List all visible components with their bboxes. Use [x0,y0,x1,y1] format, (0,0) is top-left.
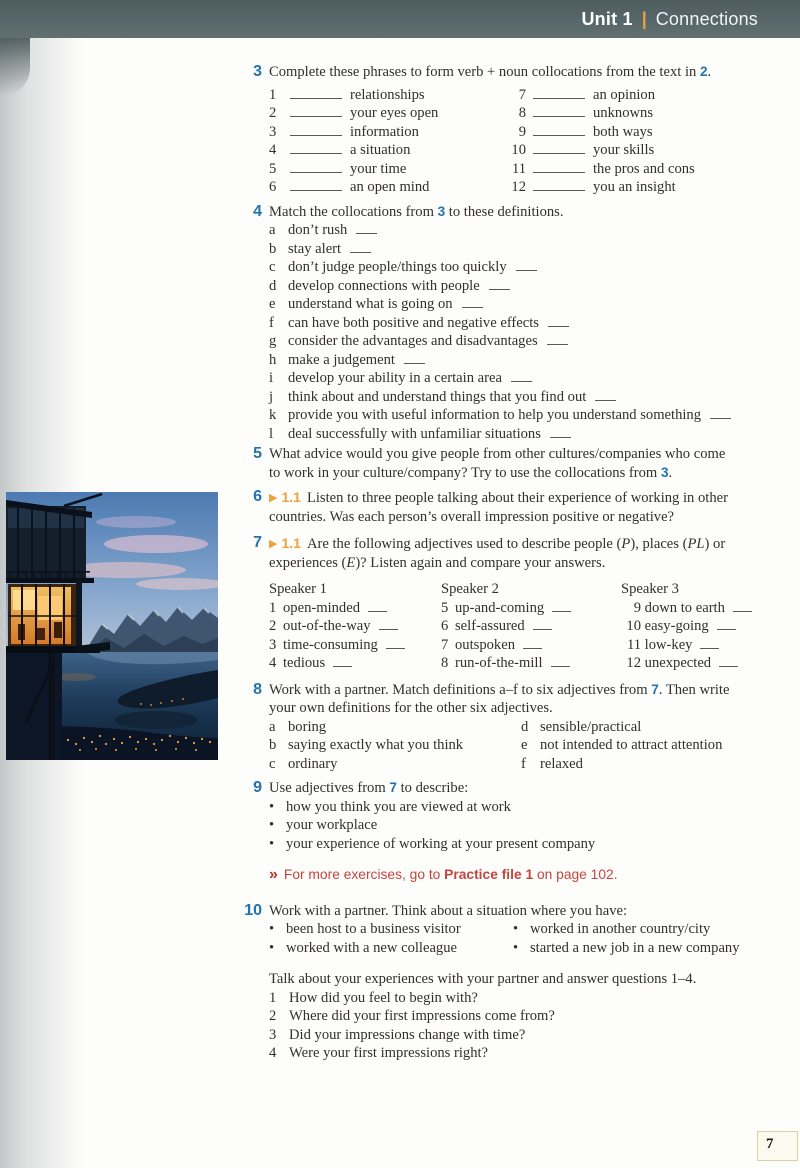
answer-blank [700,636,719,649]
exercise-7-prompt-line2: experiences (E)? Listen again and compare your answers. [269,554,606,571]
answer-blank [350,240,371,253]
exercise-6-prompt-line2: countries. Was each person’s overall impression positive or negative? [269,508,675,525]
answer-blank [552,599,571,612]
answer-blank [290,104,342,117]
definition-item: e understand what is going on [269,295,777,314]
answer-blank [710,406,731,419]
adjective-item: 8 run-of-the-mill [441,654,621,673]
definition-item: d develop connections with people [269,277,777,296]
answer-blank [290,123,342,136]
audio-track-label: 1.1 [281,535,301,551]
adjective-item: 6 self-assured [441,617,621,636]
exercise-3-prompt [269,63,777,82]
bullet-item: •been host to a business visitor [269,920,513,939]
collocation-item: 10 your skills [511,142,655,158]
collocation-item: 2 your eyes open [269,105,439,121]
definition-item: f relaxed [521,755,583,772]
collocation-item: 3 information [269,123,419,140]
collocation-item: 5 your time [269,160,407,177]
definition-item: e not intended to attract attention [521,737,723,753]
adjective-item: 4 tedious [269,654,441,673]
collocation-item: 8 unknowns [518,105,653,121]
adjective-item: 2 out-of-the-way [269,617,441,636]
bullet-icon [269,939,286,958]
bullet-icon [269,920,286,939]
definition-item: c don’t judge people/things too quickly [269,258,777,277]
prompt-text: Complete these phrases to form verb + noun collocations from the text in [269,64,700,80]
exercise-8-prompt-line1: Work with a partner. Match definitions a–f to six adjectives from 7. Then write [269,681,730,698]
exercise-9-prompt: Use adjectives from 7 to describe: [269,780,469,796]
definition-item: g consider the advantages and disadvantages [269,332,777,351]
collocation-item: 11 the pros and cons [511,160,695,177]
answer-blank [379,617,398,630]
collocation-item: 1 relationships [269,86,425,103]
answer-blank [462,295,483,308]
exercise-5-prompt-line2: to work in your culture/company? Try to use the collocations from 3. [269,464,673,481]
collocation-item: 12 you an insight [511,179,676,195]
collocation-item: 7 an opinion [518,86,656,103]
unit-photo [6,492,218,760]
answer-blank [290,178,342,191]
unit-label: Unit 1 [581,8,633,29]
prompt-text: to these definitions. [445,203,564,220]
bullet-item: •your experience of working at your present company [269,835,777,854]
speaker-1-heading: Speaker 1 [269,581,327,597]
answer-blank [533,104,585,117]
bullet-icon [269,835,286,854]
adjective-item: 3 time-consuming [269,636,441,655]
adjective-item: 11 low-key [621,636,777,655]
definition-item: c ordinary [269,755,338,772]
definition-item: f can have both positive and negative effects [269,314,777,333]
collocation-item: 9 both ways [518,123,653,140]
exercise-4-number: 4 [253,202,262,220]
bullet-icon [513,920,530,939]
practice-file-link: Practice file 1 [444,867,534,882]
exercise-6 [243,488,777,526]
answer-blank [511,369,532,382]
answer-blank [533,141,585,154]
bullet-item: •worked in another country/city [513,920,740,939]
header-divider: | [641,8,647,29]
exercise-5 [243,445,777,482]
exercise-5-number: 5 [253,445,262,462]
exercise-8 [243,681,777,774]
collocation-item: 4 a situation [269,142,411,158]
page-header [0,0,800,38]
definition-item: b saying exactly what you think [269,737,464,753]
answer-blank [548,314,569,327]
exercise-6-prompt-line1: ▶ 1.1 Listen to three people talking about their experience of working in other [269,489,728,506]
bullet-item: •worked with a new colleague [269,939,513,958]
exercise-column [243,60,777,1063]
answer-blank [533,178,585,191]
answer-blank [533,123,585,136]
adjective-item: 7 outspoken [441,636,621,655]
answer-blank [717,617,736,630]
exercise-10 [243,902,777,1063]
collocation-item: 6 an open mind [269,179,430,195]
audio-play-icon: ▶ [269,538,278,550]
label-people: P [621,536,631,552]
adjective-item: 12 unexpected [621,654,777,673]
exercise-4 [243,203,777,444]
answer-blank [386,636,405,649]
exercise-7 [243,534,777,673]
question-item: 2 Where did your first impressions come from? [269,1008,555,1024]
answer-blank [533,160,585,173]
answer-blank [290,141,342,154]
answer-blank [516,258,537,271]
prompt-text: Match the collocations from [269,203,438,220]
answer-blank [356,221,377,234]
adjective-item: 5 up-and-coming [441,599,621,618]
question-item: 4 Were your first impressions right? [269,1045,489,1061]
practice-file-reference: » For more exercises, go to Practice file 1 on page 102. [269,866,618,883]
exercise-ref: 2 [699,64,708,79]
prompt-text: . [707,64,712,80]
bullet-icon [269,816,286,835]
bullet-item: •how you think you are viewed at work [269,798,777,817]
label-experiences: E [346,554,356,571]
bullet-item: •your workplace [269,816,777,835]
exercise-8-number: 8 [253,680,262,698]
exercise-4-prompt [269,203,777,222]
exercise-9 [243,779,777,853]
exercise-3 [243,63,777,197]
answer-blank [489,277,510,290]
answer-blank [368,599,387,612]
answer-blank [290,86,342,99]
exercise-7-prompt-line1: ▶ 1.1 Are the following adjectives used to describe people (P), places (PL) or [269,535,726,552]
answer-blank [523,636,542,649]
definition-item: d sensible/practical [521,718,642,735]
definition-item: i develop your ability in a certain area [269,369,777,388]
exercise-ref: 3 [660,464,669,480]
definition-item: l deal successfully with unfamiliar situations [269,425,777,444]
answer-blank [550,425,571,438]
exercise-10-number: 10 [244,901,262,919]
answer-blank [533,86,585,99]
definition-item: j think about and understand things that you find out [269,388,777,407]
definition-item: b stay alert [269,240,777,259]
definition-item: h make a judgement [269,351,777,370]
answer-blank [533,617,552,630]
speakers-table [269,580,777,673]
speaker-3-heading: Speaker 3 [621,581,679,597]
exercise-6-number: 6 [253,488,262,505]
exercise-ref: 3 [437,203,446,219]
audio-play-icon: ▶ [269,492,278,504]
question-item: 3 Did your impressions change with time? [269,1026,526,1043]
answer-blank [551,654,570,667]
answer-blank [333,654,352,667]
bullet-icon [513,939,530,958]
speaker-2-heading: Speaker 2 [441,581,499,597]
definition-item: a boring [269,718,327,735]
landscape-photo-illustration [6,492,218,760]
exercise-5-prompt-line1: What advice would you give people from other cultures/companies who come [269,446,726,462]
exercise-10-followup: Talk about your experiences with your partner and answer questions 1–4. [269,971,697,987]
page-number: 7 [766,1136,774,1152]
answer-blank [733,599,752,612]
exercise-9-number: 9 [253,779,262,796]
definition-item: a don’t rush [269,221,777,240]
bullet-icon [269,798,286,817]
section-title: Connections [655,8,758,29]
forward-arrows-icon: » [269,866,278,883]
exercise-8-prompt-line2: your own definitions for the other six adjectives. [269,700,553,716]
answer-blank [404,351,425,364]
definition-item: k provide you with useful information to help you understand something [269,406,777,425]
audio-track-label: 1.1 [281,489,301,505]
exercise-10-prompt: Work with a partner. Think about a situation where you have: [269,902,628,919]
answer-blank [290,160,342,173]
adjective-item: 1 open-minded [269,599,441,618]
adjective-item: 10 easy-going [621,617,777,636]
exercise-ref: 7 [389,780,397,795]
answer-blank [547,332,568,345]
answer-blank [595,388,616,401]
exercise-ref: 7 [651,681,659,697]
bullet-item: •started a new job in a new company [513,939,740,958]
exercise-3-number: 3 [253,63,262,80]
page-number-box [757,1131,798,1161]
adjective-item: 9 down to earth [621,599,777,618]
exercise-7-number: 7 [253,534,262,551]
answer-blank [719,654,738,667]
question-item: 1 How did you feel to begin with? [269,989,478,1006]
label-places: PL [687,536,705,552]
